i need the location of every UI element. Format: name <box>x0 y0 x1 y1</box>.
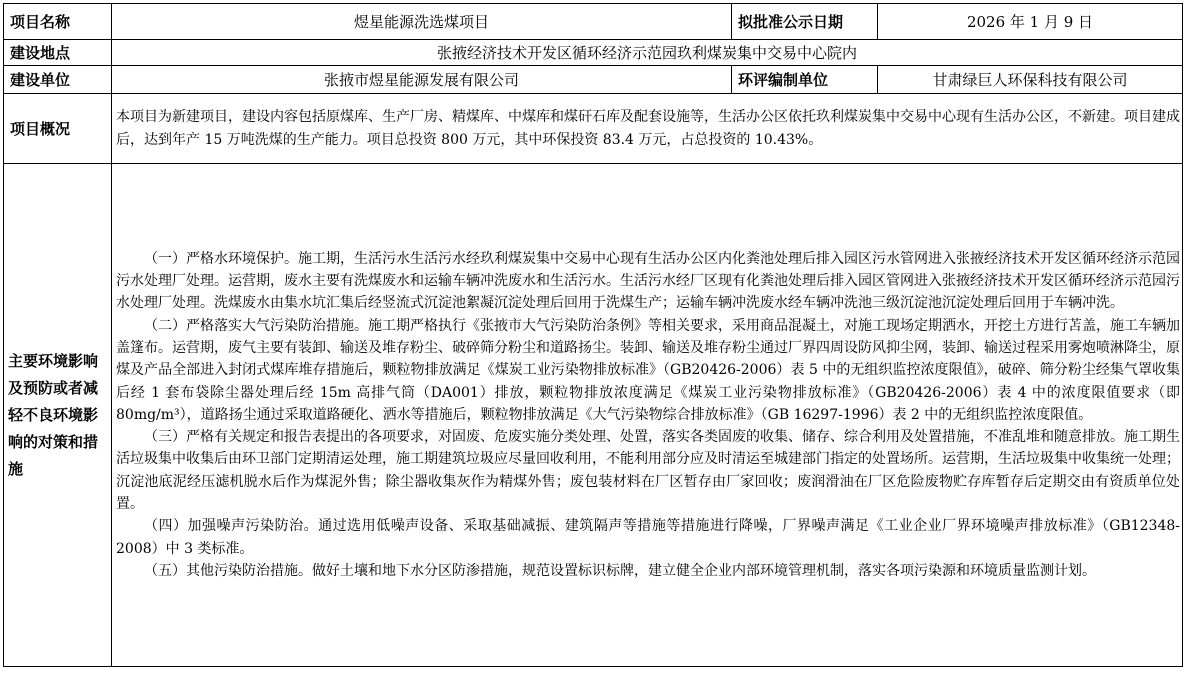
location-label: 建设地点 <box>4 40 112 66</box>
row-overview <box>4 94 1183 164</box>
overview-text: 本项目为新建项目，建设内容包括原煤库、生产厂房、精煤库、中煤库和煤矸石库及配套设施等，生活办公区依托玖利煤炭集中交易中心现有生活办公区，不新建。项目建成后，达到年产 15 万吨洗煤的生产能力。项目总投资 800 万元，其中环保投资 83.4 万元，占总投资的 10.43%。 <box>116 109 1180 148</box>
overview-label: 项目概况 <box>4 94 112 164</box>
row-builder <box>4 66 1183 94</box>
measures-cell <box>112 164 1183 667</box>
publish-date-label: 拟批准公示日期 <box>732 4 878 40</box>
measure-other: （五）其他污染防治措施。做好土壤和地下水分区防渗措施，规范设置标识标牌，建立健全企业内部环境管理机制，落实各项污染源和环境质量监测计划。 <box>144 562 1096 579</box>
measure-solid-waste: （三）严格有关规定和报告表提出的各项要求，对固废、危废实施分类处理、处置，落实各类固废的收集、储存、综合利用及处置措施，不准乱堆和随意排放。施工期生活垃圾集中收集后由环卫部门定期清运处理，施工期建筑垃圾应尽量回收利用，不能利用部分应及时清运至城建部门指定的处置场所。运营期，生活垃圾集中收集统一处理；沉淀池底泥经压滤机脱水后作为煤泥外售；除尘器收集灰作为精煤外售；废包装材料在厂区暂存由厂家回收；废润滑油在厂区危险废物贮存库暂存后定期交由有资质单位处置。 <box>116 429 1180 513</box>
row-location <box>4 40 1183 66</box>
project-name-label: 项目名称 <box>4 4 112 40</box>
builder-value: 张掖市煜星能源发展有限公司 <box>112 66 732 94</box>
measures-label: 主要环境影响及预防或者减轻不良环境影响的对策和措施 <box>4 164 112 667</box>
eia-unit-value: 甘肃绿巨人环保科技有限公司 <box>878 66 1183 94</box>
overview-cell <box>112 94 1183 164</box>
builder-label: 建设单位 <box>4 66 112 94</box>
measure-water: （一）严格水环境保护。施工期，生活污水生活污水经玖利煤炭集中交易中心现有生活办公区内化粪池处理后排入园区污水管网进入张掖经济技术开发区循环经济示范园污水处理厂处理。运营期，废水主要有洗煤废水和运输车辆冲洗废水和生活污水。生活污水经厂区现有化粪池处理后排入园区管网进入张掖经济技术开发区循环经济示范园污水处理厂处理。洗煤废水由集水坑汇集后经竖流式沉淀池絮凝沉淀处理后回用于洗煤生产；运输车辆冲洗废水经车辆冲洗池三级沉淀池沉淀处理后回用于车辆冲洗。 <box>116 250 1180 312</box>
row-project-name <box>4 4 1183 40</box>
project-name-value: 煜星能源洗选煤项目 <box>112 4 732 40</box>
eia-unit-label: 环评编制单位 <box>732 66 878 94</box>
measure-noise: （四）加强噪声污染防治。通过选用低噪声设备、采取基础减振、建筑隔声等措施等措施进行降噪，厂界噪声满足《工业企业厂界环境噪声排放标准》（GB12348-2008）中 3 类标准。 <box>116 518 1180 557</box>
row-measures <box>4 164 1183 667</box>
location-value: 张掖经济技术开发区循环经济示范园玖利煤炭集中交易中心院内 <box>112 40 1183 66</box>
publish-date-value: 2026 年 1 月 9 日 <box>878 4 1183 40</box>
measure-air: （二）严格落实大气污染防治措施。施工期严格执行《张掖市大气污染防治条例》等相关要求，采用商品混凝土，对施工现场定期洒水，开挖土方进行苫盖，施工车辆加盖篷布。运营期，废气主要有装卸、输送及堆存粉尘、破碎筛分粉尘和道路扬尘。装卸、输送及堆存粉尘通过厂界四周设防风抑尘网，装卸、输送过程采用雾炮喷淋降尘，原煤及产品全部进入封闭式煤库堆存措施后，颗粒物排放满足《煤炭工业污染物排放标准》（GB20426-2006）表 5 中的无组织监控浓度限值》，破碎、筛分粉尘经集气罩收集后经 1 套布袋除尘器处理后经 15m 高排气筒（DA001）排放，颗粒物排放浓度满足《煤炭工业污染物排放标准》（GB20426-2006）表 4 中的浓度限值要求（即 80mg/m³），道路扬尘通过采取道路硬化、洒水等措施后，颗粒物排放满足《大气污染物综合排放标准》（GB 16297-1996）表 2 中的无组织监控浓度限值。 <box>116 317 1180 423</box>
project-info-table <box>3 3 1183 667</box>
